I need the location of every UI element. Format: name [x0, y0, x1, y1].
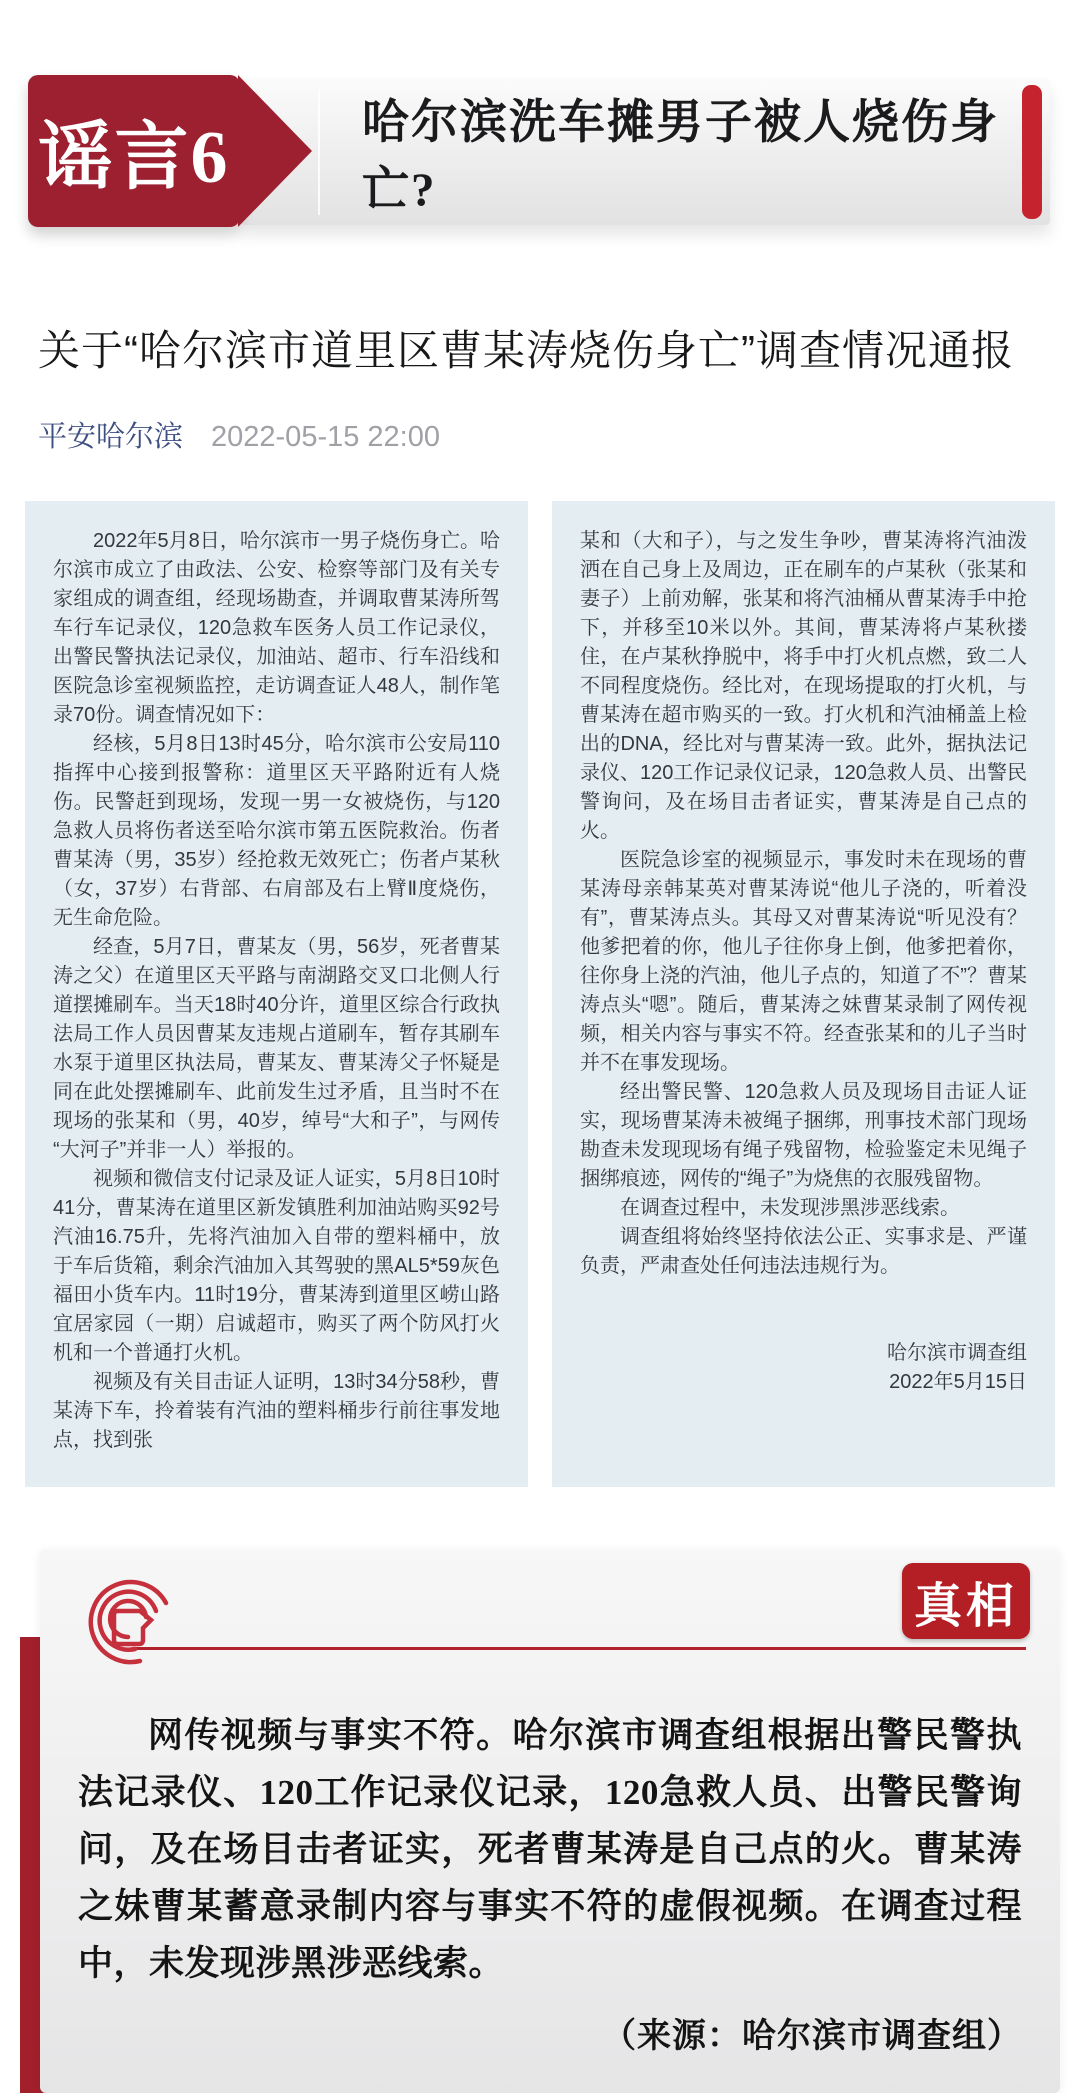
- report-paragraph: 经出警民警、120急救人员及现场目击证人证实，现场曹某涛未被绳子捆绑，刑事技术部门现场勘查未发现现场有绳子残留物，检验鉴定未见绳子捆绑痕迹，网传的“绳子”为烧焦的衣服残留物。: [580, 1081, 1027, 1190]
- rumor-tag-label: 谣言6: [38, 117, 230, 199]
- report-paragraph: 某和（大和子），与之发生争吵，曹某涛将汽油泼洒在自己身上及周边，正在刷车的卢某秋（张某和妻子）上前劝解，张某和将汽油桶从曹某涛手中抢下，并移至10米以外。其间，曹某涛将卢某秋搂住，在卢某秋挣脱中，将手中打火机点燃，致二人不同程度烧伤。经比对，在现场提取的打火机，与曹某涛在超市购买的一致。打火机和汽油桶盖上检出的DNA，经比对与曹某涛一致。此外，据执法记录仪、120工作记录仪记录，120急救人员、出警民警询问，及在场目击者证实，曹某涛是自己点的火。: [580, 530, 1027, 842]
- truth-badge: [902, 1563, 1030, 1639]
- report-paragraph: 经查，5月7日，曹某友（男，56岁，死者曹某涛之父）在道里区天平路与南湖路交叉口北侧人行道摆摊刷车。当天18时40分许，道里区综合行政执法局工作人员因曹某友违规占道刷车，暂存其刷车水泵于道里区执法局，曹某友、曹某涛父子怀疑是同在此处摆摊刷车、此前发生过矛盾，且当时不在现场的张某和（男，40岁，绰号“大和子”，与网传“大河子”并非一人）举报的。: [53, 936, 500, 1161]
- report-column-left: [25, 501, 528, 1487]
- report-paragraph: 在调查过程中，未发现涉黑涉恶线索。: [620, 1197, 960, 1219]
- announcement-card: [0, 319, 1080, 1487]
- publish-time: 2022-05-15 22:00: [211, 421, 440, 453]
- rumor-refute-logo-icon: [78, 1569, 184, 1683]
- signature: 哈尔滨市调查组: [887, 1342, 1027, 1364]
- report-paragraph: 视频和微信支付记录及证人证实，5月8日10时41分，曹某涛在道里区新发镇胜利加油站购买92号汽油16.75升，先将汽油加入自带的塑料桶中，放于车后货箱，剩余汽油加入其驾驶的黑AL5*59灰色福田小货车内。11时19分，曹某涛到道里区崂山路宜居家园（一期）启诚超市，购买了两个防风打火机和一个普通打火机。: [53, 1168, 500, 1364]
- report-paragraph: 医院急诊室的视频显示，事发时未在现场的曹某涛母亲韩某英对曹某涛说“他儿子浇的，听着没有”，曹某涛点头。其母又对曹某涛说“听见没有？他爹把着的你，他儿子往你身上倒，他爹把着你，往你身上浇的汽油，他儿子点的，知道了不”？曹某涛点头“嗯”。随后，曹某涛之妹曹某录制了网传视频，相关内容与事实不符。经查张某和的儿子当时并不在事发现场。: [580, 849, 1027, 1074]
- byline: [38, 414, 1042, 455]
- rumor-banner: [28, 75, 1050, 227]
- report-paragraph: 视频及有关目击证人证明，13时34分58秒，曹某涛下车，拎着装有汽油的塑料桶步行前往事发地点，找到张: [53, 1371, 500, 1451]
- report-paragraph: 2022年5月8日，哈尔滨市一男子烧伤身亡。哈尔滨市成立了由政法、公安、检察等部门及有关专家组成的调查组，经现场勘查，并调取曹某涛所驾车行车记录仪，120急救车医务人员工作记录仪，出警民警执法记录仪，加油站、超市、行车沿线和医院急诊室视频监控，走访调查证人48人，制作笔录70份。调查情况如下：: [53, 530, 500, 726]
- report-columns: [25, 501, 1055, 1487]
- banner-panel: [240, 79, 1050, 225]
- truth-body-text: 网传视频与事实不符。哈尔滨市调查组根据出警民警执法记录仪、120工作记录仪记录，120急救人员、出警民警询问，及在场目击者证实，死者曹某涛是自己点的火。曹某涛之妹曹某蓄意录制内容与事实不符的虚假视频。在调查过程中，未发现涉黑涉恶线索。: [78, 1716, 1022, 1983]
- truth-card: [40, 1549, 1060, 2093]
- truth-panel: [20, 1549, 1060, 2093]
- truth-header: [74, 1571, 1026, 1679]
- announcement-title: 关于“哈尔滨市道里区曹某涛烧伤身亡”调查情况通报: [38, 327, 1014, 374]
- report-paragraph: 经核，5月8日13时45分，哈尔滨市公安局110指挥中心接到报警称：道里区天平路附近有人烧伤。民警赶到现场，发现一男一女被烧伤，与120急救人员将伤者送至哈尔滨市第五医院救治。伤者曹某涛（男，35岁）经抢救无效死亡；伤者卢某秋（女，37岁）右背部、右肩部及右上臂Ⅱ度烧伤，无生命危险。: [53, 733, 500, 929]
- truth-badge-label: 真相: [913, 1579, 1018, 1633]
- report-paragraph: 调查组将始终坚持依法公正、实事求是、严谨负责，严肃查处任何违法违规行为。: [580, 1226, 1027, 1277]
- rumor-tag: [28, 75, 240, 227]
- truth-source: （来源：哈尔滨市调查组）: [602, 2018, 1022, 2055]
- truth-divider-line: [132, 1647, 1026, 1650]
- report-column-right: [552, 501, 1055, 1487]
- author-name: 平安哈尔滨: [38, 421, 184, 453]
- signature-date: 2022年5月15日: [889, 1371, 1027, 1393]
- rumor-question-title: 哈尔滨洗车摊男子被人烧伤身亡?: [362, 97, 999, 216]
